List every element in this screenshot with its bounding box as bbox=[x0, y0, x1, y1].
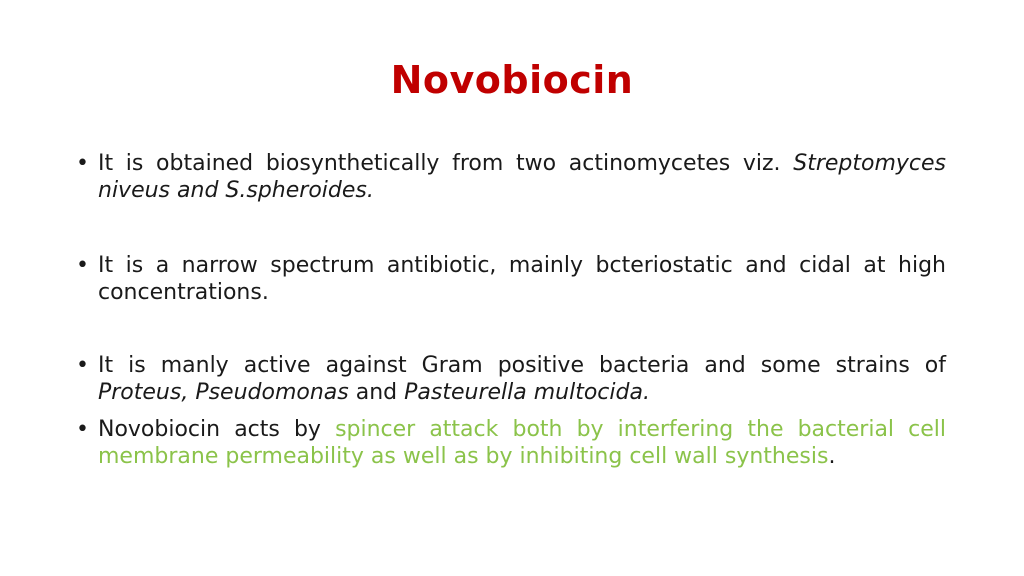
bullet-3-species: Pasteurella multocida. bbox=[404, 380, 650, 405]
bullet-4-text: Novobiocin acts by bbox=[98, 417, 321, 442]
bullet-item-2 bbox=[74, 252, 946, 306]
bullet-item-3 bbox=[74, 352, 946, 406]
bullet-1-species-1: Streptomyces niveus bbox=[98, 151, 946, 203]
bullet-3-genera: Proteus, Pseudomonas bbox=[98, 380, 349, 405]
bullet-dot-icon: • bbox=[76, 253, 89, 278]
bullet-1-species-2: S.spheroides. bbox=[225, 178, 374, 203]
bullet-item-4 bbox=[74, 416, 946, 470]
bullet-1-text: It is obtained biosynthetically from two actinomycetes viz. bbox=[98, 151, 781, 176]
bullet-list bbox=[74, 150, 946, 470]
bullet-2-text: It is a narrow spectrum antibiotic, mainly bcteriostatic and cidal at high concentrations. bbox=[98, 253, 946, 305]
slide-title: Novobiocin bbox=[390, 58, 634, 102]
bullet-dot-icon: • bbox=[76, 353, 89, 378]
bullet-3-text: It is manly active against Gram positive bacteria and some strains of bbox=[98, 353, 946, 378]
bullet-3-conjunction: and bbox=[355, 380, 398, 405]
bullet-4-period: . bbox=[828, 444, 836, 469]
bullet-dot-icon: • bbox=[76, 151, 89, 176]
bullet-dot-icon: • bbox=[76, 417, 89, 442]
bullet-1-conjunction: and bbox=[177, 178, 219, 203]
bullet-item-1 bbox=[74, 150, 946, 204]
bullet-4-highlight: spincer attack both by interfering the bacterial cell membrane permeability as well as by inhibiting cell wall synthesis bbox=[98, 417, 946, 469]
